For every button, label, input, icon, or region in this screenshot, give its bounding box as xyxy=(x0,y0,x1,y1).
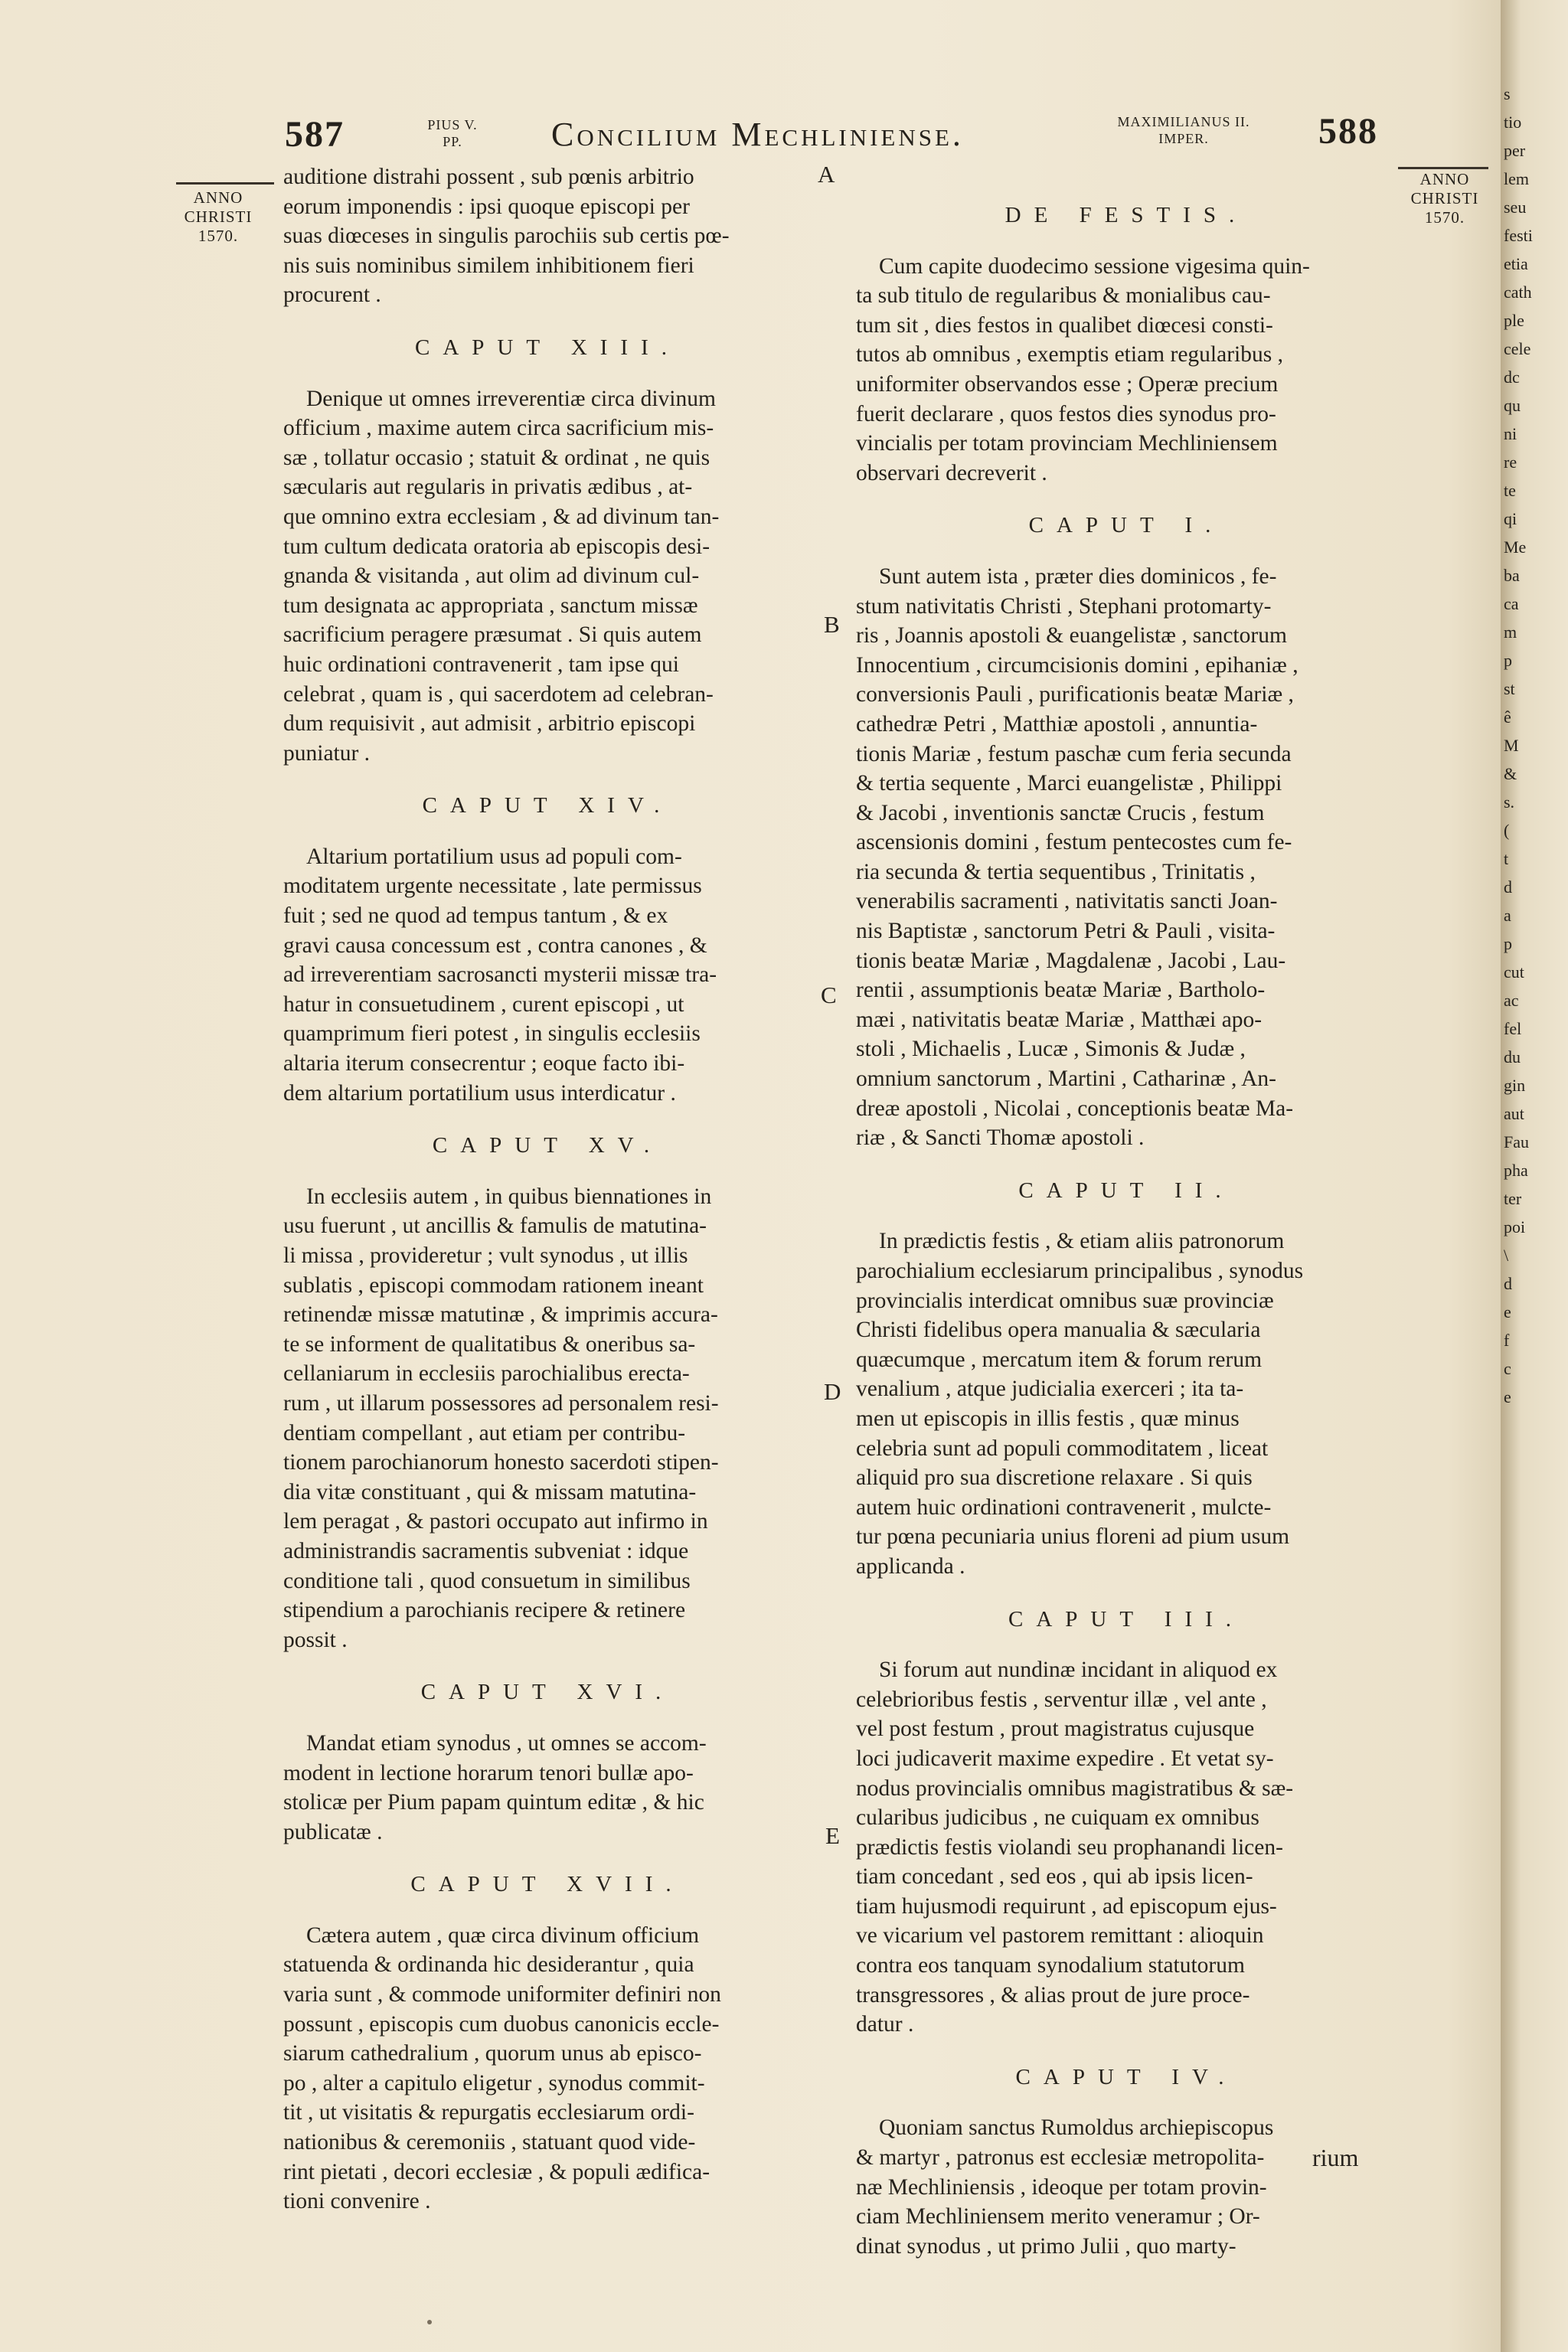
text-line: quamprimum fieri potest , in singulis ecclesiis xyxy=(283,1021,701,1047)
text-line: næ Mechliniensis , ideoque per totam provin- xyxy=(856,2174,1267,2200)
text-line: & tertia sequente , Marci euangelistæ , Philippi xyxy=(856,771,1282,796)
facing-page-fragment: s xyxy=(1504,84,1511,103)
text-line: dia vitæ constituant , qui & missam matutina- xyxy=(283,1479,697,1504)
text-line: tum cultum dedicata oratoria ab episcopis desi- xyxy=(283,534,710,559)
emperor-suffix: IMPER. xyxy=(1158,131,1209,146)
facing-page-fragment: & xyxy=(1504,764,1517,783)
facing-page-fragment: t xyxy=(1504,849,1509,868)
text-line: usu fuerunt , ut ancillis & famulis de matutina- xyxy=(283,1214,707,1239)
chapter-heading: CAPUT IV. xyxy=(1015,2064,1237,2089)
facing-page-fragment: cath xyxy=(1504,283,1532,302)
text-line: te se informent de qualitatibus & oneribus sa- xyxy=(283,1331,696,1357)
text-line: tur pœna pecuniaria unius floreni ad pium usum xyxy=(856,1524,1290,1550)
section-letter-a: A xyxy=(818,161,835,188)
text-line: rum , ut illarum possessores ad personalem resi- xyxy=(283,1390,719,1416)
text-line: tioni convenire . xyxy=(283,2189,431,2214)
text-line: celebria sunt ad populi commoditatem , liceat xyxy=(856,1436,1269,1461)
right-year-note xyxy=(1395,170,1494,227)
text-line: dum requisivit , aut admisit , arbitrio episcopi xyxy=(283,711,696,737)
text-line: cellaniarum in ecclesiis parochialibus erecta- xyxy=(283,1361,690,1387)
text-line: nationibus & ceremoniis , statuant quod vide- xyxy=(283,2130,696,2155)
left-page-number: 587 xyxy=(285,114,345,155)
text-line: observari decreverit . xyxy=(856,460,1047,485)
facing-page-fragment: Fau xyxy=(1504,1132,1529,1152)
paragraph xyxy=(283,842,812,1108)
text-line: datur . xyxy=(856,2012,914,2037)
chapter-heading: CAPUT XIII. xyxy=(415,335,680,360)
text-line: Altarium portatilium usus ad populi com- xyxy=(306,844,682,869)
facing-page-fragment: per xyxy=(1504,141,1526,160)
facing-page-fragment: etia xyxy=(1504,254,1528,273)
text-line: tum designata ac appropriata , sanctum missæ xyxy=(283,593,698,618)
text-line: ria secunda & tertia sequentibus , Trinitatis , xyxy=(856,859,1256,884)
facing-page-fragment: ter xyxy=(1504,1189,1522,1208)
text-line: altaria iterum consecrentur ; eoque facto ibi- xyxy=(283,1051,685,1076)
facing-page-fragment: a xyxy=(1504,906,1511,925)
text-line: possunt , episcopis cum duobus canonicis eccle- xyxy=(283,2011,720,2037)
text-line: conditione tali , quod consuetum in similibus xyxy=(283,1568,691,1593)
christi-label: CHRISTI xyxy=(184,207,253,226)
facing-page-fragment: re xyxy=(1504,452,1517,472)
running-header xyxy=(0,107,1501,168)
text-line: suas diœceses in singulis parochiis sub certis pœ- xyxy=(283,224,730,249)
text-line: tionis beatæ Mariæ , Magdalenæ , Jacobi , Lau- xyxy=(856,948,1286,973)
chapter-heading: CAPUT III. xyxy=(1008,1606,1245,1632)
right-page-number: 588 xyxy=(1318,111,1378,152)
facing-page-fragment: cut xyxy=(1504,962,1524,982)
facing-page-fragment: cele xyxy=(1504,339,1531,358)
facing-page-edge xyxy=(1501,0,1568,2352)
text-line: sublatis , episcopi commodam rationem ineant xyxy=(283,1272,704,1298)
facing-page-fragment: aut xyxy=(1504,1104,1524,1123)
chapter-heading: CAPUT XVII. xyxy=(410,1872,684,1897)
christi-label: CHRISTI xyxy=(1410,189,1479,207)
text-line: retinendæ missæ matutinæ , & imprimis accura- xyxy=(283,1302,718,1328)
text-line: ris , Joannis apostoli & euangelistæ , sanctorum xyxy=(856,623,1287,648)
year-label: 1570. xyxy=(1424,208,1465,227)
facing-page-fragment: e xyxy=(1504,1387,1511,1406)
text-line: & martyr , patronus est ecclesiæ metropolita- xyxy=(856,2145,1265,2171)
text-line: Si forum aut nundinæ incidant in aliquod ex xyxy=(879,1658,1278,1683)
facing-page-fragment: festi xyxy=(1504,226,1533,245)
facing-page-fragment: ple xyxy=(1504,311,1524,330)
facing-page-fragment: ni xyxy=(1504,424,1517,443)
text-line: transgressores , & alias prout de jure proce- xyxy=(856,1982,1250,2007)
text-line: celebrioribus festis , serventur illæ , vel ante , xyxy=(856,1687,1267,1712)
text-line: cularibus judicibus , ne cuiquam ex omnibus xyxy=(856,1805,1259,1831)
text-line: dem altarium portatilium usus interdicatur . xyxy=(283,1080,676,1106)
text-line: ve vicarium vel pastorem remittant : alioquin xyxy=(856,1923,1264,1949)
facing-page-fragment: du xyxy=(1504,1047,1521,1067)
text-line: mæi , nativitatis beatæ Mariæ , Matthæi apo- xyxy=(856,1007,1263,1032)
text-line: ascensionis domini , festum pentecostes cum fe- xyxy=(856,830,1292,855)
text-line: hatur in consuetudinem , curent episcopi , ut xyxy=(283,991,684,1017)
facing-page-fragments xyxy=(1504,80,1533,1411)
text-line: applicanda . xyxy=(856,1553,965,1579)
right-emperor-label xyxy=(1099,113,1268,147)
paragraph xyxy=(856,1655,1396,2040)
text-line: sacrificium peragere præsumat . Si quis autem xyxy=(283,622,702,648)
right-text-column xyxy=(856,178,1396,2261)
paragraph xyxy=(283,1729,812,1847)
facing-page-fragment: fel xyxy=(1504,1019,1522,1038)
text-line: tionis Mariæ , festum paschæ cum feria secunda xyxy=(856,741,1292,766)
facing-page-fragment: ê xyxy=(1504,707,1511,727)
anno-label: ANNO xyxy=(193,188,243,207)
text-line: gravi causa concessum est , contra canones , & xyxy=(283,933,707,958)
facing-page-fragment: dc xyxy=(1504,368,1520,387)
chapter-heading: CAPUT I. xyxy=(1028,513,1224,538)
facing-page-fragment: poi xyxy=(1504,1217,1526,1236)
text-line: venerabilis sacramenti , nativitatis sancti Joan- xyxy=(856,889,1278,914)
facing-page-fragment: seu xyxy=(1504,198,1527,217)
text-line: procurent . xyxy=(283,283,381,308)
text-line: huic ordinationi contravenerit , tam ipse qui xyxy=(283,652,679,677)
text-line: tutos ab omnibus , exemptis etiam regularibus , xyxy=(856,342,1283,368)
text-line: administrandis sacramentis subveniat : idque xyxy=(283,1538,689,1563)
text-line: Sunt autem ista , præter dies dominicos , fe- xyxy=(879,564,1277,589)
facing-page-fragment: d xyxy=(1504,1274,1512,1293)
text-line: dreæ apostoli , Nicolai , conceptionis beatæ Ma- xyxy=(856,1096,1294,1121)
facing-page-fragment: \ xyxy=(1504,1246,1509,1265)
text-line: Christi fidelibus opera manualia & sæcularia xyxy=(856,1318,1261,1343)
paragraph xyxy=(283,1921,812,2216)
text-line: rint pietati , decori ecclesiæ , & populi ædifica- xyxy=(283,2159,710,2184)
text-line: nis suis nominibus similem inhibitionem fieri xyxy=(283,253,694,278)
facing-page-fragment: lem xyxy=(1504,169,1529,188)
facing-page-fragment: gin xyxy=(1504,1076,1526,1095)
text-line: venalium , atque judicialia exerceri ; ita ta- xyxy=(856,1377,1244,1402)
text-line: fuit ; sed ne quod ad tempus tantum , & ex xyxy=(283,903,668,929)
catchword: rium xyxy=(1312,2144,1359,2171)
text-line: modent in lectione horarum tenori bullæ apo- xyxy=(283,1760,694,1785)
chapter-heading: CAPUT II. xyxy=(1018,1178,1234,1203)
text-line: eorum imponendis : ipsi quoque episcopi per xyxy=(283,194,690,219)
text-line: puniatur . xyxy=(283,740,371,766)
text-line: dinat synodus , ut primo Julii , quo marty- xyxy=(856,2233,1236,2259)
text-line: ad irreverentiam sacrosancti mysterii missæ tra- xyxy=(283,962,717,988)
facing-page-fragment: te xyxy=(1504,481,1516,500)
facing-page-fragment: M xyxy=(1504,736,1519,755)
text-line: stolicæ per Pium papam quintum editæ , & hic xyxy=(283,1790,704,1815)
running-title: Concilium Mechliniense. xyxy=(551,116,964,153)
emperor-name: MAXIMILIANUS II. xyxy=(1117,114,1250,129)
paragraph xyxy=(856,2113,1396,2261)
pope-name: PIUS V. xyxy=(427,117,478,132)
text-line: tit , ut visitatis & repurgatis ecclesiarum ordi- xyxy=(283,2100,694,2125)
text-line: omnium sanctorum , Martini , Catharinæ , An- xyxy=(856,1067,1276,1092)
section-letter-e: E xyxy=(825,1822,840,1849)
text-line: stum nativitatis Christi , Stephani protomarty- xyxy=(856,593,1272,619)
facing-page-fragment: ba xyxy=(1504,566,1520,585)
text-line: conversionis Pauli , purificationis beatæ Mariæ , xyxy=(856,682,1294,707)
text-line: statuenda & ordinanda hic desiderantur , quia xyxy=(283,1952,694,1978)
text-line: po , alter a capitulo eligetur , synodus commit- xyxy=(283,2070,705,2096)
left-year-note xyxy=(168,188,268,246)
chapter-heading: CAPUT XV. xyxy=(432,1133,663,1158)
facing-page-fragment: Me xyxy=(1504,537,1527,557)
facing-page-fragment: d xyxy=(1504,877,1512,897)
text-line: fuerit declarare , quos festos dies synodus pro- xyxy=(856,401,1276,426)
year-label: 1570. xyxy=(198,227,239,245)
text-line: parochialium ecclesiarum principalibus , synodus xyxy=(856,1259,1304,1283)
anno-label: ANNO xyxy=(1419,170,1470,188)
text-line: Innocentium , circumcisionis domini , epihaniæ , xyxy=(856,652,1298,678)
left-text-column xyxy=(283,162,812,2216)
text-line: cathedræ Petri , Matthiæ apostoli , annuntia- xyxy=(856,711,1258,737)
text-line: Quoniam sanctus Rumoldus archiepiscopus xyxy=(879,2115,1274,2141)
section-letter-b: B xyxy=(824,611,840,638)
text-line: riæ , & Sancti Thomæ apostoli . xyxy=(856,1125,1145,1151)
text-line: vel post festum , prout magistratus cujusque xyxy=(856,1717,1255,1742)
facing-page-fragment: ( xyxy=(1504,821,1510,840)
facing-page-fragment: st xyxy=(1504,679,1515,698)
paragraph xyxy=(856,562,1396,1153)
text-line: dentiam compellant , aut etiam per contribu- xyxy=(283,1420,686,1446)
paragraph xyxy=(856,252,1396,488)
text-line: rentii , assumptionis beatæ Mariæ , Bartholo- xyxy=(856,978,1266,1003)
text-line: tum sit , dies festos in qualibet diœcesi consti- xyxy=(856,312,1273,338)
chapter-heading: DE FESTIS. xyxy=(1004,203,1248,227)
facing-page-fragment: f xyxy=(1504,1331,1510,1350)
text-line: stoli , Michaelis , Lucæ , Simonis & Judæ , xyxy=(856,1037,1246,1062)
text-line: sæ , tollatur occasio ; statuit & ordinat , ne quis xyxy=(283,445,710,470)
facing-page-fragment: ac xyxy=(1504,991,1519,1010)
paragraph xyxy=(856,1227,1396,1581)
text-line: tiam concedant , sed eos , qui ab ipsis licen- xyxy=(856,1864,1253,1890)
facing-page-fragment: p xyxy=(1504,934,1512,953)
text-line: provincialis interdicat omnibus suæ provinciæ xyxy=(856,1288,1274,1313)
text-line: In prædictis festis , & etiam aliis patronorum xyxy=(879,1229,1285,1254)
text-line: moditatem urgente necessitate , late permissus xyxy=(283,874,702,899)
text-line: & Jacobi , inventionis sanctæ Crucis , festum xyxy=(856,800,1265,825)
facing-page-fragment: c xyxy=(1504,1359,1511,1378)
text-line: nodus provincialis omnibus magistratibus & sæ- xyxy=(856,1775,1294,1801)
text-line: tionem parochianorum honesto sacerdoti stipen- xyxy=(283,1450,719,1475)
facing-page-fragment: m xyxy=(1504,622,1517,642)
facing-page-fragment: qu xyxy=(1504,396,1521,415)
text-line: officium , maxime autem circa sacrificium mis- xyxy=(283,416,714,441)
text-line: gnanda & visitanda , aut olim ad divinum cul- xyxy=(283,564,700,589)
left-anno-rule xyxy=(176,182,274,185)
text-line: uniformiter observandos esse ; Operæ precium xyxy=(856,371,1279,397)
text-line: auditione distrahi possent , sub pœnis arbitrio xyxy=(283,165,694,189)
text-line: varia sunt , & commode uniformiter definiri non xyxy=(283,1982,721,2007)
text-line: possit . xyxy=(283,1627,348,1652)
section-letter-d: D xyxy=(824,1378,841,1405)
text-line: men ut episcopis in illis festis , quæ minus xyxy=(856,1406,1240,1431)
text-line: vincialis per totam provinciam Mechliniensem xyxy=(856,431,1278,456)
text-line: publicatæ . xyxy=(283,1819,383,1844)
facing-page-fragment: s. xyxy=(1504,792,1515,812)
paragraph xyxy=(283,162,812,310)
page-speck xyxy=(427,2320,432,2324)
text-line: aliquid pro sua discretione relaxare . Si quis xyxy=(856,1465,1253,1491)
text-line: nis Baptistæ , sanctorum Petri & Pauli , visita- xyxy=(856,919,1276,944)
text-line: Cum capite duodecimo sessione vigesima quin- xyxy=(879,253,1310,279)
text-line: loci judicaverit maxime expedire . Et vetat sy- xyxy=(856,1746,1274,1771)
text-line: Cætera autem , quæ circa divinum officium xyxy=(306,1922,700,1948)
text-line: autem huic ordinationi contravenerit , mulcte- xyxy=(856,1494,1272,1520)
chapter-heading: CAPUT XIV. xyxy=(422,793,673,818)
paragraph xyxy=(283,1182,812,1655)
pope-suffix: PP. xyxy=(443,134,462,149)
facing-page-fragment: ca xyxy=(1504,594,1519,613)
chapter-heading: CAPUT XVI. xyxy=(420,1680,675,1705)
text-line: sæcularis aut regularis in privatis ædibus , at- xyxy=(283,475,693,500)
text-line: stipendium a parochianis recipere & retinere xyxy=(283,1598,686,1623)
text-line: Denique ut omnes irreverentiæ circa divinum xyxy=(306,386,716,411)
text-line: prædictis festis violandi seu prophanandi licen- xyxy=(856,1834,1283,1860)
facing-page-fragment: pha xyxy=(1504,1161,1528,1180)
facing-page-fragment: qi xyxy=(1504,509,1517,528)
text-line: li missa , provideretur ; vult synodus , ut illis xyxy=(283,1243,688,1268)
text-line: contra eos tanquam synodalium statutorum xyxy=(856,1953,1245,1978)
text-line: Mandat etiam synodus , ut omnes se accom- xyxy=(306,1730,707,1756)
text-line: ciam Mechliniensem merito veneramur ; Or- xyxy=(856,2204,1260,2230)
text-line: quæcumque , mercatum item & forum rerum xyxy=(856,1347,1263,1372)
text-line: siarum cathedralium , quorum unus ab episco- xyxy=(283,2041,702,2066)
text-line: celebrat , quam is , qui sacerdotem ad celebran- xyxy=(283,681,714,707)
facing-page-fragment: p xyxy=(1504,651,1512,670)
text-line: tiam hujusmodi requirunt , ad episcopum ejus- xyxy=(856,1893,1277,1919)
text-line: ta sub titulo de regularibus & monialibus cau- xyxy=(856,283,1271,309)
paragraph xyxy=(283,384,812,769)
text-line: In ecclesiis autem , in quibus biennationes in xyxy=(306,1184,712,1209)
text-line: lem peragat , & pastori occupato aut infirmo in xyxy=(283,1509,708,1534)
facing-page-fragment: e xyxy=(1504,1302,1511,1321)
section-letter-c: C xyxy=(821,982,837,1008)
facing-page-fragment: tio xyxy=(1504,113,1522,132)
right-anno-rule xyxy=(1398,167,1488,169)
text-line: que omnino extra ecclesiam , & ad divinum tan- xyxy=(283,504,720,529)
left-pope-label xyxy=(418,116,487,150)
